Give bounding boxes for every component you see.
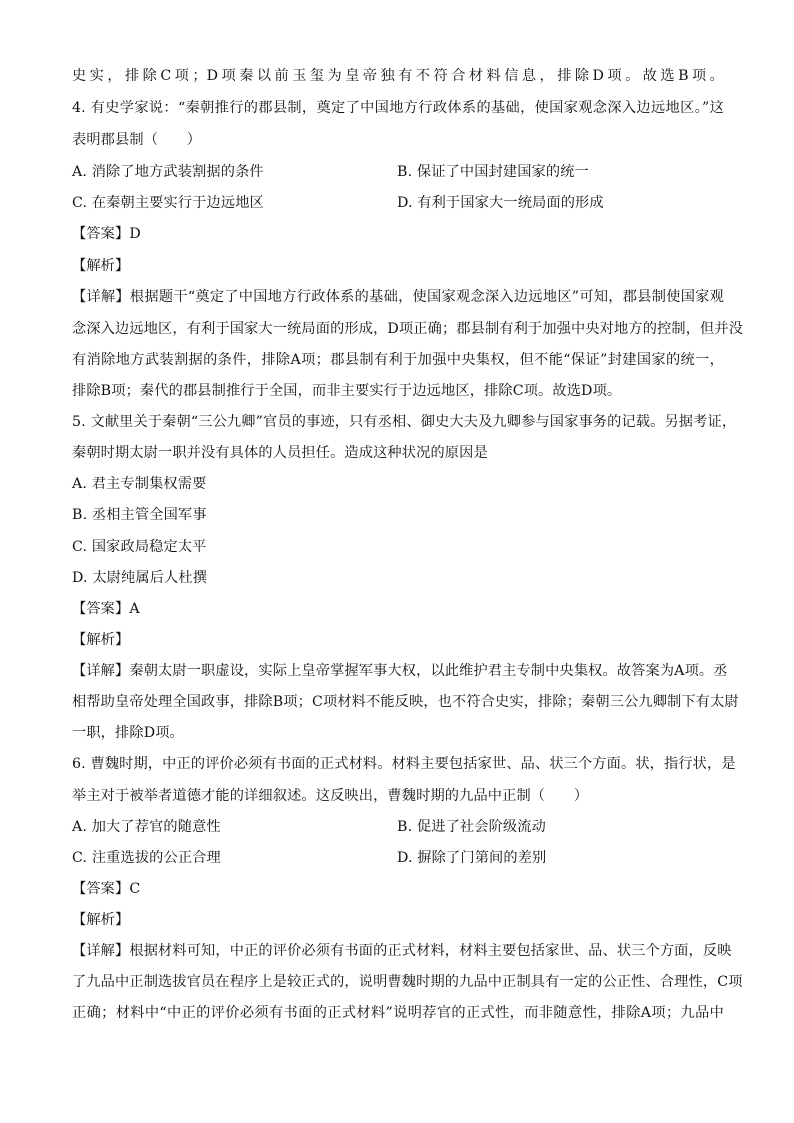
option-b: B. 保证了中国封建国家的统一: [397, 164, 589, 180]
option-c: C. 国家政局稳定太平: [72, 539, 207, 555]
option-b: B. 丞相主管全国军事: [72, 507, 207, 523]
explanation-text: 【详解】根据题干“奠定了中国地方行政体系的基础，使国家观念深入边远地区”可知，郡县制使国家观: [72, 289, 724, 305]
analysis-label: 【解析】: [72, 912, 130, 928]
question-4-stem: 4. 有史学家说：“秦朝推行的郡县制，奠定了中国地方行政体系的基础，使国家观念深入边远地区。”这: [72, 100, 724, 116]
answer-label: 【答案】A: [72, 601, 140, 617]
answer-label: 【答案】C: [72, 881, 141, 897]
explanation-text: 【详解】根据材料可知，中正的评价必须有书面的正式材料，材料主要包括家世、品、状三个方面，反映: [72, 943, 732, 959]
explanation-text: 念深入边远地区，有利于国家大一统局面的形成，D项正确；郡县制有利于加强中央对地方的控制，但并没: [72, 321, 744, 337]
option-a: A. 消除了地方武装割据的条件: [72, 164, 264, 180]
explanation-text: 【详解】秦朝太尉一职虚设，实际上皇帝掌握军事大权，以此维护君主专制中央集权。故答案为A项。丞: [72, 663, 728, 679]
option-d: D. 太尉纯属后人杜撰: [72, 570, 208, 586]
explanation-text: 正确；材料中“中正的评价必须有书面的正式材料”说明荐官的正式性，而非随意性，排除A项；九品中: [72, 1005, 724, 1021]
explanation-text: 相帮助皇帝处理全国政事，排除B项；C项材料不能反映，也不符合史实，排除；秦朝三公九卿制下有太尉: [72, 694, 739, 710]
question-5-stem: 秦朝时期太尉一职并没有具体的人员担任。造成这种状况的原因是: [72, 445, 488, 461]
option-d: D. 有利于国家大一统局面的形成: [397, 195, 604, 211]
question-5-stem: 5. 文献里关于秦朝“三公九卿”官员的事迹，只有丞相、御史大夫及九卿参与国家事务的记载。另据考证，: [72, 414, 737, 430]
question-6-stem: 举主对于被举者道德才能的详细叙述。这反映出，曹魏时期的九品中正制（ ）: [72, 788, 589, 804]
explanation-text: 排除B项；秦代的郡县制推行于全国，而非主要实行于边远地区，排除C项。故选D项。: [72, 383, 622, 399]
option-b: B. 促进了社会阶级流动: [397, 819, 546, 835]
answer-label: 【答案】D: [72, 226, 141, 242]
option-a: A. 加大了荐官的随意性: [72, 819, 221, 835]
text-line: 史实，排除C项；D项秦以前玉玺为皇帝独有不符合材料信息，排除D项。故选B项。: [72, 68, 724, 84]
question-6-stem: 6. 曹魏时期，中正的评价必须有书面的正式材料。材料主要包括家世、品、状三个方面。状，指行状，是: [72, 756, 736, 772]
option-c: C. 注重选拔的公正合理: [72, 850, 221, 866]
analysis-label: 【解析】: [72, 258, 130, 274]
explanation-text: 了九品中正制选拔官员在程序上是较正式的，说明曹魏时期的九品中正制具有一定的公正性、合理性，C项: [72, 974, 743, 990]
explanation-text: 有消除地方武装割据的条件，排除A项；郡县制有利于加强中央集权，但不能“保证”封建国家的统一，: [72, 352, 724, 368]
option-d: D. 摒除了门第间的差别: [397, 850, 547, 866]
question-4-stem: 表明郡县制（ ）: [72, 132, 202, 148]
option-a: A. 君主专制集权需要: [72, 476, 207, 492]
explanation-text: 一职，排除D项。: [72, 725, 184, 741]
analysis-label: 【解析】: [72, 632, 130, 648]
option-c: C. 在秦朝主要实行于边远地区: [72, 195, 264, 211]
